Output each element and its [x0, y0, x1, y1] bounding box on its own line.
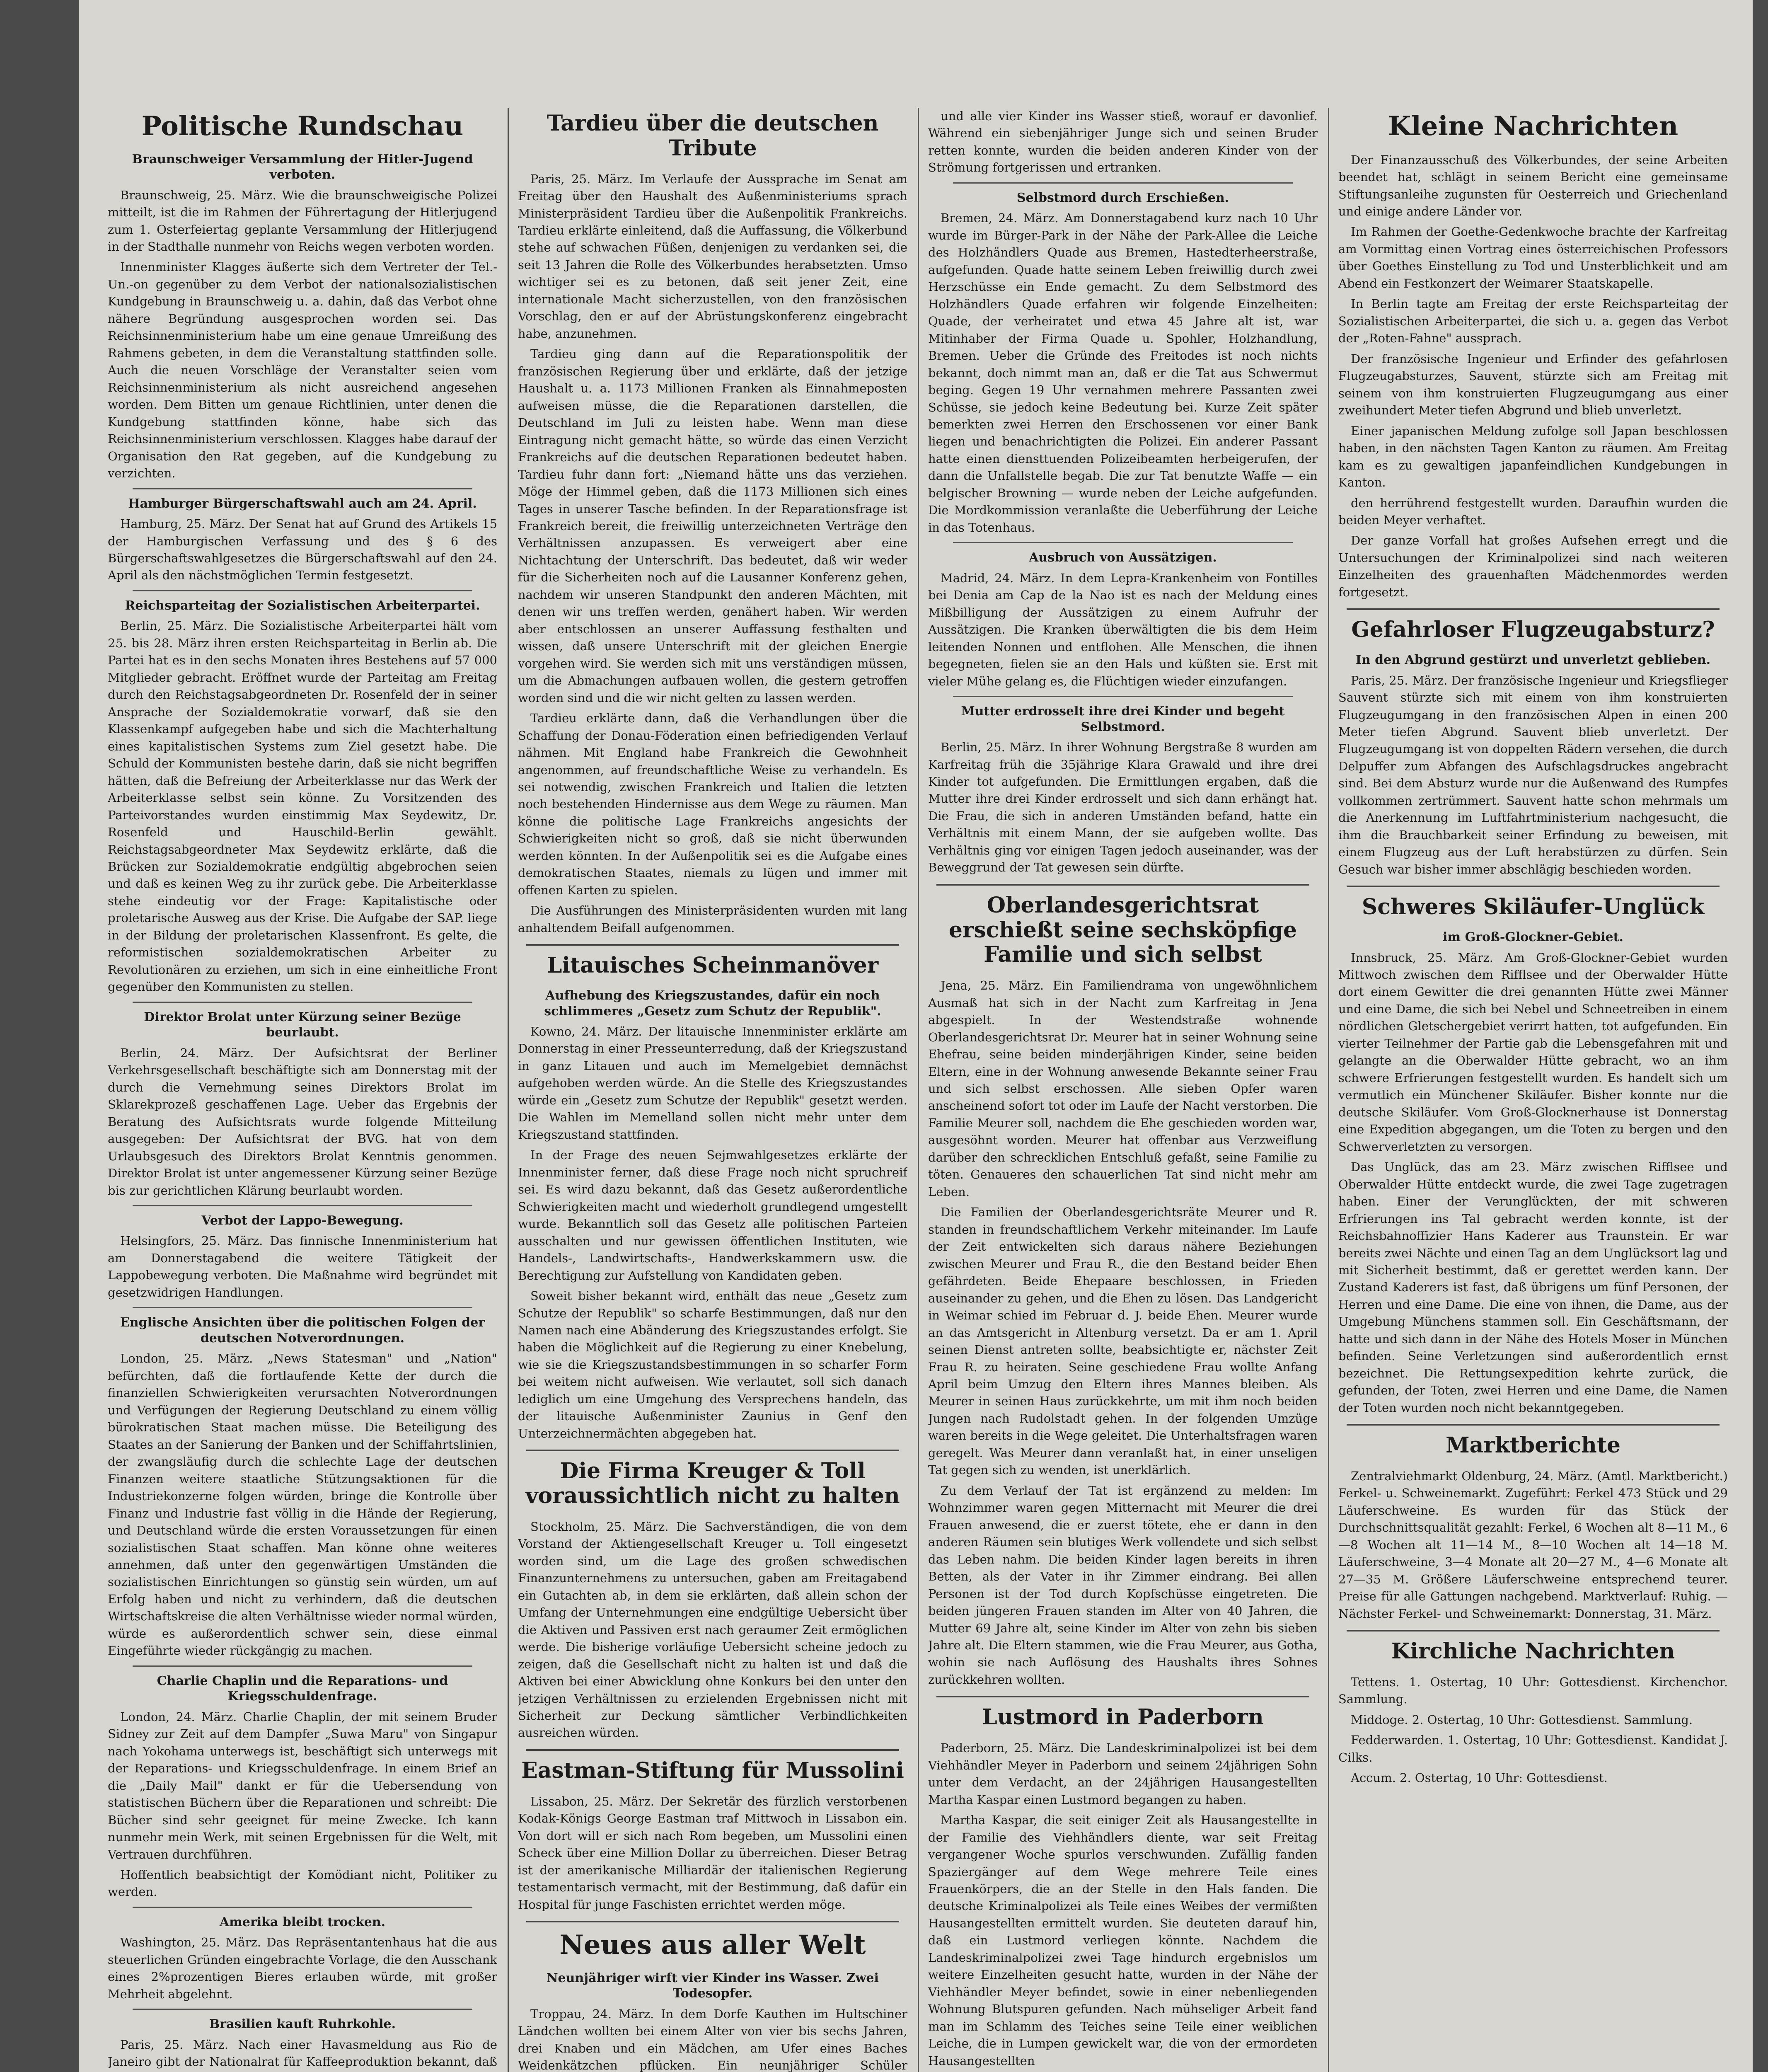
- article-subheadline: Englische Ansichten über die politischen Folgen der deutschen Notverordnungen.: [120, 1315, 485, 1346]
- article-paragraph: Fedderwarden. 1. Ostertag, 10 Uhr: Gottesdienst. Kandidat J. Cilks.: [1338, 1733, 1728, 1765]
- article: [108, 590, 497, 996]
- article-subheadline: Aufhebung des Kriegszustandes, dafür ein noch schlimmeres „Gesetz zum Schutz der Republik".: [544, 988, 881, 1019]
- article-separator: [133, 488, 472, 489]
- article-headline: Tardieu über die deutschen Tribute: [547, 111, 879, 161]
- article-paragraph: Madrid, 24. März. In dem Lepra-Krankenheim von Fontilles bei Denia am Cap de la Nao ist es nach der Meldung eines Mißbilligung der Aussätzigen zu einem Aufruhr der Aussätzigen. Die Kranken überwältigten die bis dem Heim leitenden Nonnen und entflohen. Alle Menschen, die ihnen begegneten, fielen sie an den Hals und küßten sie. Erst mit vieler Mühe gelang es, die Flüchtigen wieder einzufangen.: [928, 571, 1318, 688]
- article-paragraph: Martha Kaspar, die seit einiger Zeit als Hausangestellte in der Familie des Viehhändlers diente, war seit Freitag vergangener Woche spurlos verschwunden. Zufällig fanden Spaziergänger auf dem Wege mehrere Teile eines Frauenkörpers, die an der Stelle in den Hals fanden. Die deutsche Kriminalpolizei als Teile eines Weibes der vermißten Hausangestellten ermittelt wurden. Sie deuteten darauf hin, daß ein Lustmord verliegen könnte. Nachdem die Landeskriminalpolizei zwei Tage hindurch ergebnislos um weitere Einzelheiten gesucht hatte, wurden in der Nähe der Viehhändler Meyer befindet, sowie in einer nebenliegenden Wohnung Blutspuren gefunden. Nach mühseliger Arbeit fand man im Schlamm des Teiches seine Teile einer weiblichen Leiche, die in Lumpen gewickelt war, die von der ermordeten Hausangestellten: [928, 1813, 1318, 2068]
- article-paragraph: Lissabon, 25. März. Der Sekretär des fürzlich verstorbenen Kodak-Königs George Eastman traf Mittwoch in Lissabon ein. Von dort will er sich nach Rom begeben, um Mussolini einen Scheck über eine Million Dollar zu überreichen. Dieser Betrag ist der amerikanische Milliardär der italienischen Regierung testamentarisch vermacht, mit der Bestimmung, daß dafür ein Hospital für junge Faschisten errichtet werden möge.: [518, 1794, 907, 1912]
- article-headline: Oberlandesgerichtsrat erschießt seine sechsköpfige Familie und sich selbst: [948, 892, 1297, 968]
- article-paragraph: Zentralviehmarkt Oldenburg, 24. März. (Amtl. Marktbericht.) Ferkel- u. Schweinemarkt. Zugeführt: Ferkel 473 Stück und 29 Läuferschweine. Es wurden für das Stück der Durchschnittsqualität gezahlt: Ferkel, 6 Wochen alt 8—11 M., 6—8 Wochen alt 11—14 M., 8—10 Wochen alt 14—18 M. Läuferschweine, 3—4 Monate alt 20—27 M., 4—6 Monate alt 27—35 M. Größere Läuferschweine entsprechend teurer. Preise für alle Gattungen nachgebend. Marktverlauf: Ruhig. — Nächster Ferkel- und Schweinemarkt: Donnerstag, 31. März.: [1338, 1469, 1728, 1621]
- article-paragraph: Im Rahmen der Goethe-Gedenkwoche brachte der Karfreitag am Vormittag einen Vortrag eines österreichischen Professors über Goethes Einstellung zu Tod und Unsterblichkeit und am Abend ein Festkonzert der Weimarer Staatskapelle.: [1338, 225, 1728, 290]
- article-subheadline: Selbstmord durch Erschießen.: [1016, 190, 1229, 205]
- article-separator: [1347, 886, 1720, 887]
- article-separator: [133, 1307, 472, 1308]
- article-paragraph: Tardieu ging dann auf die Reparationspolitik der französischen Regierung über und erklärte, daß der jetzige Haushalt u. a. 1173 Millionen Franken als Einnahmeposten aufweisen müsse, die die Reparationen darstellen, die Deutschland im Juli zu leisten habe. Wenn man diese Eintragung nicht gemacht hätte, so würde das einen Verzicht Frankreichs auf die deutschen Reparationen bedeutet haben. Tardieu fuhr dann fort: „Niemand hätte uns das verziehen. Möge der Himmel geben, daß die 1173 Millionen sich eines Tages in unserer Tasche befinden. In der Reparationsfrage ist Frankreich bereit, die freiwillig unterzeichneten Verträge den Verhältnissen anzupassen. Es verweigert aber eine Nichtachtung der Unterschrift. Das bedeutet, daß wir weder für die Sicherheiten noch auf die Lausanner Konferenz gehen, nachdem wir unseren Standpunkt den anderen Mächten, mit denen wir uns treffen werden, genähert haben. Wir werden aber entschlossen an unserer Auffassung festhalten und wissen, daß unsere Unterschrift mit der gleichen Energie vorgehen wird. Sie werden sich mit uns verständigen müssen, um die Abmachungen aufbauen wollen, die gestern getroffen worden sind und die wir nicht gelten zu lassen werden.: [518, 347, 907, 705]
- article-separator: [133, 2009, 472, 2010]
- article: [108, 1307, 497, 1659]
- article-headline: Neues aus aller Welt: [559, 1929, 866, 1961]
- article-paragraph: Paris, 25. März. Nach einer Havasmeldung aus Rio de Janeiro gibt der Nationalrat für Kaffeeproduktion bekannt, daß: [108, 2037, 497, 2069]
- article-subheadline: im Groß-Glockner-Gebiet.: [1443, 930, 1623, 945]
- article: [928, 884, 1318, 1689]
- article-separator: [526, 944, 899, 946]
- article-separator: [1347, 1630, 1720, 1631]
- article: [518, 1450, 907, 1742]
- article-paragraph: Zu dem Verlauf der Tat ist ergänzend zu melden: Im Wohnzimmer waren gegen Mitternacht mit Meurer die drei Frauen anwesend, die er zuerst tötete, ehe er dann in den anderen Räumen sein blutiges Werk vollendete und sich selbst das Leben nahm. Die beiden Kinder lagen bereits in ihren Betten, als der Vater in ihr Zimmer eindrang. Bei allen Personen ist der Tod durch Kopfschüsse eingetreten. Die beiden jüngeren Frauen standen im Alter von 40 Jahren, die Mutter 69 Jahre alt, seine Kinder im Alter von zehn bis sieben Jahre alt. Die Eltern stammen, wie die Frau Meurer, aus Gotha, wohin sie nach Auflösung des Haushalts ihres Sohnes zurückkehren wollten.: [928, 1483, 1318, 1687]
- article-paragraph: Berlin, 24. März. Der Aufsichtsrat der Berliner Verkehrsgesellschaft beschäftigte sich am Donnerstag mit der durch die Vernehmung seines Direktors Brolat im Sklarekprozeß geschaffenen Lage. Ueber das Ergebnis der Beratung des Aufsichtsrats wurde folgende Mitteilung ausgegeben: Der Aufsichtsrat der BVG. hat von dem Urlaubsgesuch des Direktors Brolat Kenntnis genommen. Direktor Brolat ist unter angemessener Kürzung seiner Bezüge bis zur gerichtlichen Klärung beurlaubt worden.: [108, 1046, 497, 1198]
- article-paragraph: Hamburg, 25. März. Der Senat hat auf Grund des Artikels 15 der Hamburgischen Verfassung und des § 6 des Bürgerschaftswahlgesetzes die Bürgerschaftswahl auf den 24. April als den nächstmöglichen Termin festgesetzt.: [108, 517, 497, 583]
- article-paragraph: Das Unglück, das am 23. März zwischen Rifflsee und Oberwalder Hütte entdeckt wurde, die zwei Tage zugetragen haben. Einer der Verunglückten, der mit schweren Erfrierungen ins Tal gebracht werden konnte, ist der Reichsbahnoffizier Hans Kaderer aus Traunstein. Er war bereits zwei Nächte und einen Tag an dem Unglücksort lag und mit Sicherheit bestimmt, daß er gerettet werden kann. Der Zustand Kaderers ist fast, daß übrigens um fünf Personen, der Herren und eine Dame. Die eine von ihnen, die Dame, aus der Umgebung Münchens stammen soll. Ein Geschäftsmann, der hatte und sich dann in der Nähe des Hotels Moser in München befinden. Seine Verletzungen sind außerordentlich ernst bezeichnet. Die Rettungsexpedition kehrte zurück, die gefunden, der Toten, zwei Herren und eine Dame, die Namen der Toten wurden noch nicht bekanntgegeben.: [1338, 1160, 1728, 1415]
- article-headline: Lustmord in Paderborn: [982, 1704, 1264, 1730]
- article-paragraph: Jena, 25. März. Ein Familiendrama von ungewöhnlichem Ausmaß hat sich in der Nacht zum Karfreitag in Jena abgespielt. In der Westendstraße wohnende Oberlandesgerichtsrat Dr. Meurer hat in seiner Wohnung seine Ehefrau, seine beiden minderjährigen Kinder, seine beiden Eltern, eine in der Wohnung anwesende Bekannte seiner Frau und sich selbst erschossen. Alle sieben Opfer waren anscheinend sofort tot oder im Laufe der Nacht verstorben. Die Familie Meurer soll, nachdem die Ehe geschieden worden war, ausgesöhnt worden. Meurer hat offenbar aus Verzweiflung darüber den schrecklichen Entschluß gefaßt, seine Familie zu töten. Genaueres den schauerlichen Tat sind nicht mehr am Leben.: [928, 978, 1318, 1199]
- article-paragraph: Paderborn, 25. März. Die Landeskriminalpolizei ist bei dem Viehhändler Meyer in Paderborn und seinem 24jährigen Sohn unter dem Verdacht, an der 24jährigen Hausangestellten Martha Kaspar einen Lustmord begangen zu haben.: [928, 1741, 1318, 1807]
- article: [108, 1205, 497, 1301]
- article: [1338, 1630, 1728, 1787]
- article-subheadline: Amerika bleibt trocken.: [219, 1915, 386, 1929]
- article: [108, 2009, 497, 2072]
- article: [108, 488, 497, 584]
- article-headline: Politische Rundschau: [141, 111, 464, 142]
- article-headline: Kleine Nachrichten: [1388, 111, 1679, 142]
- article-paragraph: Innenminister Klagges äußerte sich dem Vertreter der Tel.-Un.-on gegenüber zu dem Verbot der nationalsozialistischen Kundgebung in Braunschweig u. a. dahin, daß das Verbot ohne nähere Begründung ausgesprochen worden sei. Das Reichsinnenministerium habe um eine genaue Umreißung des Rahmens gebeten, in dem die Veranstaltung stattfinden solle. Auch die neuen Vorschläge der Veranstalter seien vom Reichsinnenministerium als nicht ausreichend angesehen worden. Dem Bitten um genaue Richtlinien, unter denen die Kundgebung stattfinden könne, habe sich das Reichsinnenministerium verschlossen. Klagges habe darauf der Organisation den Rat gegeben, auf die Kundgebung zu verzichten.: [108, 260, 497, 481]
- article-paragraph: den herrührend festgestellt wurden. Daraufhin wurden die beiden Meyer verhaftet.: [1338, 496, 1728, 527]
- article-paragraph: Bremen, 24. März. Am Donnerstagabend kurz nach 10 Uhr wurde im Bürger-Park in der Nähe der Park-Allee die Leiche des Holzhändlers Quade aus Bremen, Hastedterheerstraße, aufgefunden. Quade hatte seinem Leben freiwillig durch zwei Herzschüsse ein Ende gemacht. Zu dem Selbstmord des Holzhändlers Quade erfahren wir folgende Einzelheiten: Quade, der verheiratet und etwa 45 Jahre alt ist, war Mitinhaber der Firma Quade u. Spohler, Holzhandlung, Bremen. Ueber die Gründe des Freitodes ist noch nichts bekannt, doch nimmt man an, daß er die Tat aus Schwermut beging. Gegen 19 Uhr vernahmen mehrere Passanten zwei Schüsse, sie jedoch keine Bedeutung bei. Kurze Zeit später bemerkten zwei Herren den Erschossenen vor einer Bank liegen und benachrichtigten die Polizei. Ein anderer Passant hatte einen diensttuenden Polizeibeamten herbeigerufen, der dann die Unfallstelle begab. Die zur Tat benutzte Waffe — ein belgischer Browning — wurde neben der Leiche aufgefunden. Die Mordkommission veranlaßte die Ueberführung der Leiche in das Totenhaus.: [928, 211, 1318, 535]
- page-content: [108, 108, 1728, 2072]
- column-rule: [1328, 108, 1329, 2072]
- article-separator: [526, 1921, 899, 1922]
- newspaper-page: [79, 0, 1753, 2072]
- article-paragraph: Tettens. 1. Ostertag, 10 Uhr: Gottesdienst. Kirchenchor. Sammlung.: [1338, 1675, 1728, 1706]
- article-paragraph: Paris, 25. März. Der französische Ingenieur und Kriegsflieger Sauvent stürzte sich mit einem von ihm konstruierten Flugzeugumgang in den französischen Alpen in einen 200 Meter tiefen Abgrund. Sauvent blieb unverletzt. Der Flugzeugumgang ist von doppelten Rädern versehen, die durch Delpuffer zum Abfangen des Aufschlagsdruckes angebracht sind. Bei dem Absturz wurde nur die Außenwand des Rumpfes vollkommen zertrümmert. Sauvent hatte schon mehrmals um die Anerkennung im Luftfahrtministerium nachgesucht, die ihm die Brauchbarkeit seiner Erfindung zu beweisen, mit einem Flugzeug aus der Luft herabstürzen zu dürfen. Sein Gesuch war bisher immer abschlägig beschieden worden.: [1338, 673, 1728, 876]
- article: [108, 111, 497, 482]
- article: [1338, 608, 1728, 878]
- article-separator: [1347, 608, 1720, 610]
- article-headline: Eastman-Stiftung für Mussolini: [521, 1757, 904, 1783]
- article-subheadline: Braunschweiger Versammlung der Hitler-Jugend verboten.: [132, 152, 473, 182]
- article-subheadline: In den Abgrund gestürzt und unverletzt geblieben.: [1355, 653, 1711, 668]
- article-paragraph: Der französische Ingenieur und Erfinder des gefahrlosen Flugzeugabsturzes, Sauvent, stürzte sich am Freitag mit seinem von ihm konstruierten Flugzeugumgang aus einer zweihundert Meter tiefen Abgrund und blieb unverletzt.: [1338, 351, 1728, 418]
- article-paragraph: London, 25. März. „News Statesman" und „Nation" befürchten, daß die fortlaufende Kette der durch die finanziellen Schwierigkeiten verursachten Notverordnungen und Verfügungen der Regierung Deutschland zu einem völlig bürokratischen Staat machen müsse. Die Beteiligung des Staates an der Sanierung der Banken und der Schiffahrtslinien, der zwangsläufig durch die schlechte Lage der deutschen Finanzen weitere staatliche Stützungsaktionen für die Industriekonzerne folgen würden, bringe die Kontrolle über Finanz und Industrie fast völlig in die Hände der Regierung, und Deutschland würde die ersten Voraussetzungen für einen sozialistischen Staat schaffen. Man könne ohne weiteres annehmen, daß unter den gegenwärtigen Umständen die sozialistischen Einrichtungen so günstig sein würden, um auf Erfolg haben und nicht zu verhindern, daß die deutschen Wirtschaftskreise die alten Verhältnisse wieder normal würden, würde es außerordentlich schwer sein, diese einmal Eingeführte wieder rückgängig zu machen.: [108, 1351, 497, 1658]
- column-3: [928, 108, 1318, 2072]
- article-subheadline: Hamburger Bürgerschaftswahl auch am 24. April.: [128, 496, 477, 511]
- article-headline: Schweres Skiläufer-Unglück: [1362, 894, 1705, 920]
- article: [518, 1921, 907, 2072]
- article-paragraph: Stockholm, 25. März. Die Sachverständigen, die von dem Vorstand der Aktiengesellschaft Kreuger u. Toll eingesetzt worden sind, um die Lage des großen schwedischen Finanzunternehmens zu untersuchen, gaben am Freitagabend ein Gutachten ab, in dem sie erklärten, daß allein schon der Umfang der Unternehmungen eine endgültige Uebersicht über die Aktiven und Passiven erst nach geraumer Zeit ermöglichen werde. Die bisherige vorläufige Uebersicht scheine jedoch zu zeigen, daß die Gesellschaft nicht zu halten ist und daß die Aktiven bei einer Abwicklung ohne Konkurs bei den unter den jetzigen Verhältnissen zu erzielenden Ergebnissen nicht mit Sicherheit zur Deckung sämtlicher Verbindlichkeiten ausreichen würden.: [518, 1519, 907, 1740]
- article-paragraph: Braunschweig, 25. März. Wie die braunschweigische Polizei mitteilt, ist die im Rahmen der Führertagung der Hitlerjugend zum 1. Osterfeiertag geplante Versammlung der Hitlerjugend in der Stadthalle nunmehr von Reichs wegen verboten worden.: [108, 188, 497, 254]
- column-1: [108, 108, 497, 2072]
- article-paragraph: Innsbruck, 25. März. Am Groß-Glockner-Gebiet wurden Mittwoch zwischen dem Rifflsee und der Oberwalder Hütte dort einem Gewitter die drei genannten Hütte zwei Männer und eine Dame, die sich bei Nebel und Schneetreiben in einem nördlichen Gletschergebiet verirrt hatten, tot aufgefunden. Ein vierter Teilnehmer der Partie gab die Lebensgefahren mit und gelangte an die Oberwalder Hütte gebracht, wo an ihm schwere Erfrierungen festgestellt wurden. Es handelt sich um vermutlich ein Münchener Skiläufer. Bisher konnte nur die deutsche Skiläufer. Vom Groß-Glocknerhause ist Donnerstag eine Expedition abgegangen, um die Toten zu bergen und den Schwerverletzten zu versorgen.: [1338, 950, 1728, 1154]
- article: [928, 696, 1318, 876]
- article-subheadline: Brasilien kauft Ruhrkohle.: [209, 2017, 396, 2032]
- article-separator: [133, 1002, 472, 1003]
- article-separator: [133, 1665, 472, 1667]
- article: [928, 1696, 1318, 2070]
- article-subheadline: Mutter erdrosselt ihre drei Kinder und begeht Selbstmord.: [961, 704, 1285, 734]
- article: [108, 1002, 497, 1199]
- article-paragraph: Washington, 25. März. Das Repräsentantenhaus hat die aus steuerlichen Gründen eingebrachte Vorlage, die den Ausschank eines 2%prozentigen Bieres erlauben würde, mit großer Mehrheit abgelehnt.: [108, 1935, 497, 2001]
- article-paragraph: Tardieu erklärte dann, daß die Verhandlungen über die Schaffung der Donau-Föderation einen befriedigenden Verlauf nähmen. Mit England habe Frankreich die Gewohnheit angenommen, auf freundschaftliche Weise zu verhandeln. Es sei notwendig, zwischen Frankreich und Italien die letzten noch bestehenden Hindernisse aus dem Wege zu räumen. Man könne die politische Lage Frankreichs angesichts der Schwierigkeiten nicht so groß, daß sie nicht überwunden werden könnten. In der Außenpolitik sei es die Aufgabe eines demokratischen Staates, niemals zu lügen und immer mit offenen Karten zu spielen.: [518, 711, 907, 897]
- article-subheadline: Verbot der Lappo-Bewegung.: [201, 1213, 404, 1228]
- article-paragraph: Hoffentlich beabsichtigt der Komödiant nicht, Politiker zu werden.: [108, 1868, 497, 1899]
- article-separator: [953, 542, 1293, 543]
- article: [108, 1665, 497, 1901]
- article-separator: [133, 1205, 472, 1206]
- article-paragraph: Der Finanzausschuß des Völkerbundes, der seine Arbeiten beendet hat, schlägt in seinem Bericht eine gemeinsame Stiftungsanleihe zugunsten für Oesterreich und Griechenland und einige andere Länder vor.: [1338, 152, 1728, 218]
- article-paragraph: In der Frage des neuen Sejmwahlgesetzes erklärte der Innenminister ferner, daß diese Frage noch nicht spruchreif sei. Es wird dazu bekannt, daß das Gesetz außerordentliche Schwierigkeiten macht und wiederholt grundlegend umgestellt wurde. Bekanntlich soll das Gesetz alle politischen Parteien ausschalten und nur gewissen öffentlichen Instituten, wie Handels-, Landwirtschafts-, Handwerkskammern usw. die Berechtigung zur Aufstellung von Kandidaten geben.: [518, 1148, 907, 1283]
- article-paragraph: Die Familien der Oberlandesgerichtsräte Meurer und R. standen in freundschaftlichem Verkehr miteinander. Im Laufe der Zeit entwickelten sich daraus nähere Beziehungen zwischen Meurer und Frau R., die den Bestand beider Ehen gefährdeten. Beide Ehepaare beschlossen, in Frieden auseinander zu gehen, und die Ehen zu lösen. Das Landgericht in Weimar schied im Februar d. J. beide Ehen. Meurer wurde an das Amtsgericht in Altenburg versetzt. Da er am 1. April seinen Dienst antreten sollte, beabsichtigte er, nächster Zeit Frau R. zu heiraten. Seine geschiedene Frau wollte Anfang April beim Umzug den Eltern ihres Mannes bleiben. Als Meurer in seinen Haus zurückkehrte, um mit ihm noch beiden Jungen nach Rudolstadt gehen. In der folgenden Umzüge waren bereits in die Wege geleitet. Die Unterhaltsfragen waren geregelt. Was Meurer dann veranlaßt hat, in einer unseligen Tat gegen sich zu wenden, ist unerklärlich.: [928, 1205, 1318, 1477]
- article-headline: Gefahrloser Flugzeugabsturz?: [1351, 617, 1715, 643]
- article-paragraph: In Berlin tagte am Freitag der erste Reichsparteitag der Sozialistischen Arbeiterpartei, die sich u. a. gegen das Verbot der „Roten-Fahne" aussprach.: [1338, 297, 1728, 346]
- article: [1338, 1424, 1728, 1622]
- article-headline: Kirchliche Nachrichten: [1391, 1639, 1675, 1664]
- article: [928, 182, 1318, 536]
- column-rule: [508, 108, 509, 2072]
- article-headline: Marktberichte: [1446, 1433, 1620, 1458]
- article: [518, 1749, 907, 1913]
- article-paragraph: Troppau, 24. März. In dem Dorfe Kauthen im Hultschiner Ländchen wollten bei einem Alter von vier bis sechs Jahren, drei Knaben und ein Mädchen, am Ufer eines Baches Weidenkätzchen pflücken. Ein neunjähriger Schüler: [518, 2007, 907, 2072]
- article-paragraph: Paris, 25. März. Im Verlaufe der Aussprache im Senat am Freitag über den Haushalt des Außenministeriums sprach Ministerpräsident Tardieu über die Außenpolitik Frankreichs. Tardieu erklärte einleitend, daß die Auffassung, die Völkerbund stehe auf schwachen Füßen, denjenigen zu verdanken sei, die seit 13 Jahren die Rolle des Völkerbundes herabsetzten. Umso wichtiger sei es zu betonen, daß seit jener Zeit, eine internationale Macht sicherzustellen, von den französischen Vorschlag, den er auf der Abrüstungskonferenz eingebracht habe, anzunehmen.: [518, 172, 907, 341]
- article: [1338, 886, 1728, 1416]
- column-4: [1338, 108, 1728, 2072]
- article-paragraph: Soweit bisher bekannt wird, enthält das neue „Gesetz zum Schutze der Republik" so scharfe Bestimmungen, daß nur den Namen nach eine Abänderung des Kriegszustandes erfolgt. Sie haben die Möglichkeit auf die Regierung zu einer Knebelung, wie sie die Kriegszustandsbestimmungen in so scharfer Form bei weitem nicht aufweisen. Wie verlautet, soll sich danach lediglich um eine Umgehung des Versprechens handeln, das der litauische Außenminister Zaunius in Genf den Unterzeichnermächten abgegeben hat.: [518, 1289, 907, 1440]
- article-paragraph: Helsingfors, 25. März. Das finnische Innenministerium hat am Donnerstagabend die weitere Tätigkeit der Lappobewegung verboten. Die Maßnahme wird begründet mit gesetzwidrigen Handlungen.: [108, 1234, 497, 1300]
- article-subheadline: Charlie Chaplin und die Reparations- und Kriegsschuldenfrage.: [157, 1673, 448, 1704]
- article-paragraph: Berlin, 25. März. Die Sozialistische Arbeiterpartei hält vom 25. bis 28. März ihren ersten Reichsparteitag in Berlin ab. Die Partei hat es in den sechs Monaten ihres Bestehens auf 57 000 Mitglieder gebracht. Eröffnet wurde der Parteitag am Freitag durch den Reichstagsabgeordneten Dr. Rosenfeld der in seiner Ansprache der Sozialdemokratie vorwarf, daß sie den Klassenkampf aufgegeben habe und sich die Machterhaltung eines kapitalistischen Systems zum Ziel gesetzt habe. Die Schuld der Kommunisten bestehe darin, daß sie nicht begriffen hätten, daß die Befreiung der Arbeiterklasse nur das Werk der Arbeiterklasse selbst sein könne. Zu Vorsitzenden des Parteivorstandes wurden einstimmig Max Seydewitz, Dr. Rosenfeld und Hauschild-Berlin gewählt. Reichstagsabgeordneter Max Seydewitz erklärte, daß die Brücken zur Sozialdemokratie endgültig abgebrochen seien und daß es keinen Weg zu ihr zurück gebe. Die Arbeiterklasse stehe eindeutig vor der Frage: Kapitalistische oder proletarische Ausweg aus der Krise. Die Aufgabe der SAP. liege in der Bildung der proletarischen Klassenfront. Es gelte, die reformistischen sozialdemokratischen Arbeiter zu Revolutionären zu erziehen, um sich in eine einheitliche Front gegenüber den Kommunisten zu stellen.: [108, 619, 497, 994]
- article: [1338, 111, 1728, 601]
- article-headline: Die Firma Kreuger & Toll voraussichtlich nicht zu halten: [525, 1458, 900, 1509]
- article: [928, 108, 1318, 177]
- article-paragraph: Middoge. 2. Ostertag, 10 Uhr: Gottesdienst. Sammlung.: [1351, 1712, 1693, 1727]
- article-separator: [526, 1450, 899, 1451]
- article-separator: [953, 182, 1293, 184]
- article-separator: [133, 590, 472, 591]
- article: [928, 542, 1318, 690]
- article-paragraph: Accum. 2. Ostertag, 10 Uhr: Gottesdienst.: [1351, 1771, 1608, 1785]
- article-paragraph: Der ganze Vorfall hat großes Aufsehen erregt und die Untersuchungen der Kriminalpolizei sind nach weiteren Einzelheiten des grauenhaften Mädchenmordes werden fortgesetzt.: [1338, 533, 1728, 599]
- article-subheadline: Reichsparteitag der Sozialistischen Arbeiterpartei.: [125, 598, 480, 613]
- column-2: [518, 108, 907, 2072]
- article-paragraph: Kowno, 24. März. Der litauische Innenminister erklärte am Donnerstag in einer Presseunterredung, daß der Kriegszustand in ganz Litauen und auch im Memelgebiet demnächst aufgehoben werden würde. An die Stelle des Kriegszustandes würde ein „Gesetz zum Schutze der Republik" gesetzt werden. Die Wahlen im Memelland sollen nicht mehr unter dem Kriegszustand stattfinden.: [518, 1024, 907, 1142]
- article-paragraph: Berlin, 25. März. In ihrer Wohnung Bergstraße 8 wurden am Karfreitag früh die 35jährige Klara Grawald und ihre drei Kinder tot aufgefunden. Die Ermittlungen ergaben, daß die Mutter ihre drei Kinder erdrosselt und sich dann erhängt hat. Die Frau, die sich in anderen Umständen befand, hatte ein Verhältnis mit einem Mann, der sie aufgeben wollte. Das Verhältnis ging vor einigen Tagen jedoch auseinander, was der Beweggrund der Tat gewesen sein dürfte.: [928, 740, 1318, 875]
- article-subheadline: Ausbruch von Aussätzigen.: [1029, 550, 1217, 565]
- article-separator: [953, 696, 1293, 697]
- article: [108, 1907, 497, 2003]
- article-separator: [133, 1907, 472, 1908]
- article: [518, 111, 907, 937]
- article-paragraph: Die Ausführungen des Ministerpräsidenten wurden mit lang anhaltendem Beifall aufgenommen.: [518, 903, 907, 935]
- article-headline: Litauisches Scheinmanöver: [547, 953, 879, 978]
- article-subheadline: Direktor Brolat unter Kürzung seiner Bezüge beurlaubt.: [144, 1009, 461, 1040]
- article-subheadline: Neunjähriger wirft vier Kinder ins Wasser. Zwei Todesopfer.: [547, 1970, 879, 2001]
- article-paragraph: und alle vier Kinder ins Wasser stieß, worauf er davonlief. Während ein siebenjähriger Junge sich und seinen Bruder retten konnte, wurden die beiden anderen Kinder von der Strömung fortgerissen und ertranken.: [928, 109, 1318, 175]
- article-separator: [1347, 1424, 1720, 1426]
- article-paragraph: London, 24. März. Charlie Chaplin, der mit seinem Bruder Sidney zur Zeit auf dem Dampfer „Suwa Maru" von Singapur nach Yokohama unterwegs ist, beschäftigt sich unterwegs mit der Reparations- und Kriegsschuldenfrage. In einem Brief an die „Daily Mail" dankt er für die Uebersendung von statistischen Büchern über die Reparationen und schreibt: Die Bücher sind sehr geeignet für meine Zwecke. Ich kann nunmehr mein Werk, mit seinen Ergebnissen für die Welt, mit Vertrauen durchführen.: [108, 1709, 497, 1861]
- article-separator: [526, 1749, 899, 1751]
- article: [518, 944, 907, 1442]
- article-separator: [936, 884, 1309, 886]
- article-paragraph: Einer japanischen Meldung zufolge soll Japan beschlossen haben, in den nächsten Tagen Kanton zu räumen. Am Freitag kam es zu gewaltigen japanfeindlichen Kundgebungen in Kanton.: [1338, 424, 1728, 490]
- column-rule: [918, 108, 919, 2072]
- article-separator: [936, 1696, 1309, 1697]
